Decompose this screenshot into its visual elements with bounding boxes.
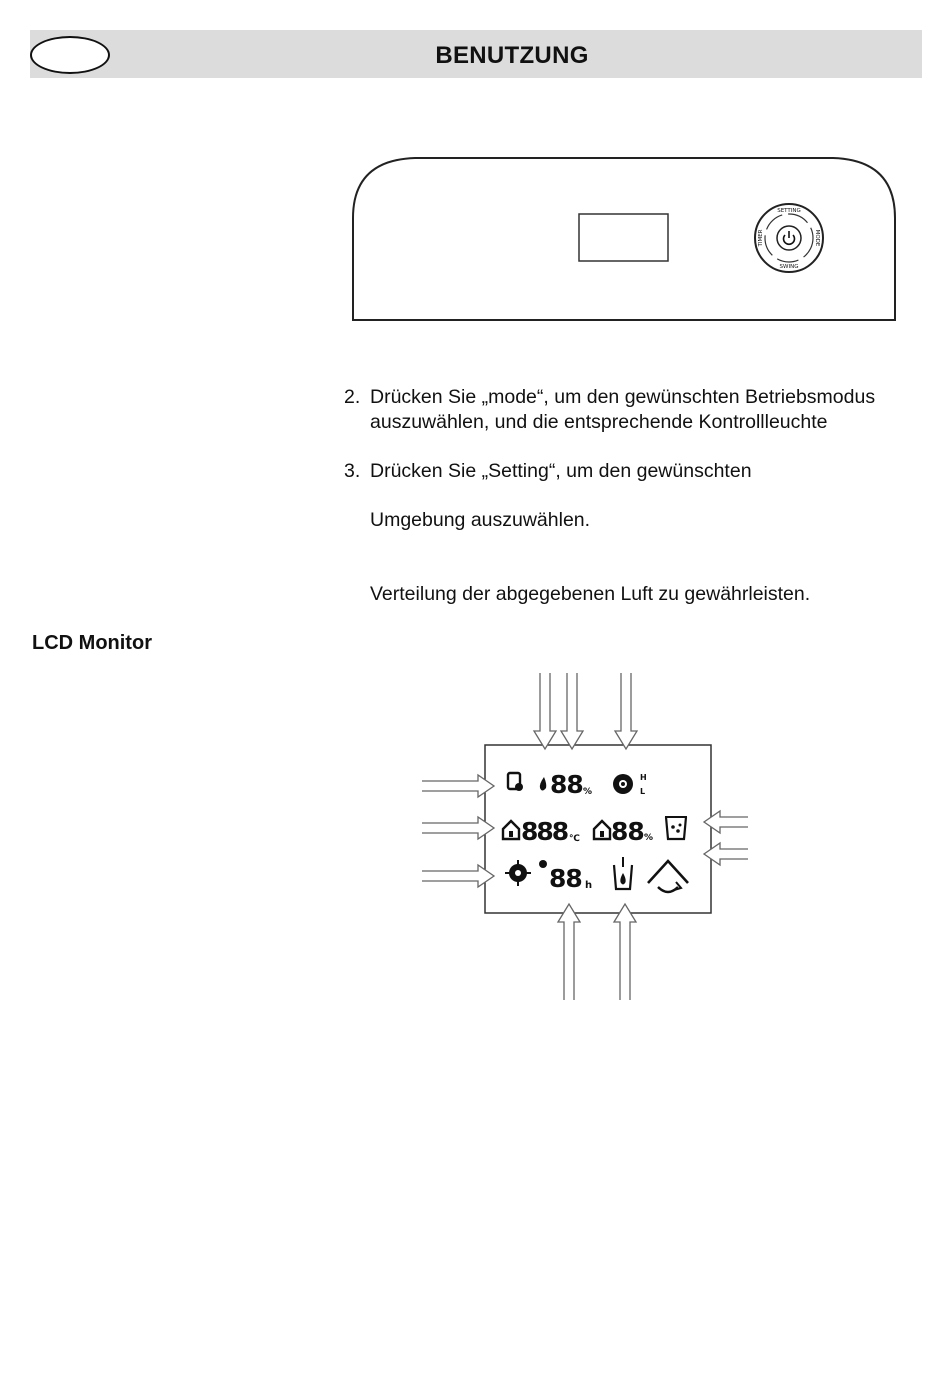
temperature-digits: 888 xyxy=(521,817,568,846)
control-panel-figure xyxy=(345,150,905,330)
pointer-arrow xyxy=(615,673,637,749)
pointer-arrow xyxy=(422,817,494,839)
pointer-arrow xyxy=(614,904,636,1000)
step-text: Drücken Sie „mode“, um den gewünschten Betriebsmodus xyxy=(370,386,876,408)
humidity-unit: % xyxy=(583,787,593,797)
instruction-step-2 xyxy=(344,385,875,409)
timer-dot xyxy=(539,860,547,868)
pointer-arrow xyxy=(561,673,583,749)
timer-label: TIMER xyxy=(758,229,764,247)
step-text-continued: Umgebung auszuwählen. xyxy=(370,509,591,531)
mode-label: MODE xyxy=(814,229,820,247)
pointer-arrow xyxy=(558,904,580,1000)
timer-digits: 88 xyxy=(549,864,582,893)
setting-label: SETTING xyxy=(777,208,801,214)
timer-unit: h xyxy=(585,880,593,891)
fan-low-label: L xyxy=(640,787,646,796)
fan-high-label: H xyxy=(640,773,647,782)
step-number: 3. xyxy=(344,460,361,482)
section-heading: LCD Monitor xyxy=(32,632,152,654)
step-text: Drücken Sie „Setting“, um den gewünschten xyxy=(370,460,752,482)
lcd-monitor-diagram xyxy=(410,668,760,1004)
pointer-arrow xyxy=(422,865,494,887)
note-text: Verteilung der abgegebenen Luft zu gewährleisten. xyxy=(370,583,811,605)
step-number: 2. xyxy=(344,386,361,408)
page-title: BENUTZUNG xyxy=(435,42,589,69)
step-text-continued: auszuwählen, und die entsprechende Kontrollleuchte xyxy=(370,411,828,433)
swing-label: SWING xyxy=(779,264,799,270)
temperature-unit: ℃ xyxy=(569,834,580,844)
control-knob xyxy=(755,204,823,272)
humidity-digits: 88 xyxy=(550,770,583,799)
pointer-arrow xyxy=(534,673,556,749)
fan-icon xyxy=(613,774,633,794)
room-humidity-unit: % xyxy=(644,833,654,843)
pointer-arrow xyxy=(422,775,494,797)
panel-display xyxy=(579,214,668,261)
instruction-step-3 xyxy=(344,459,752,483)
room-humidity-digits: 88 xyxy=(611,817,644,846)
